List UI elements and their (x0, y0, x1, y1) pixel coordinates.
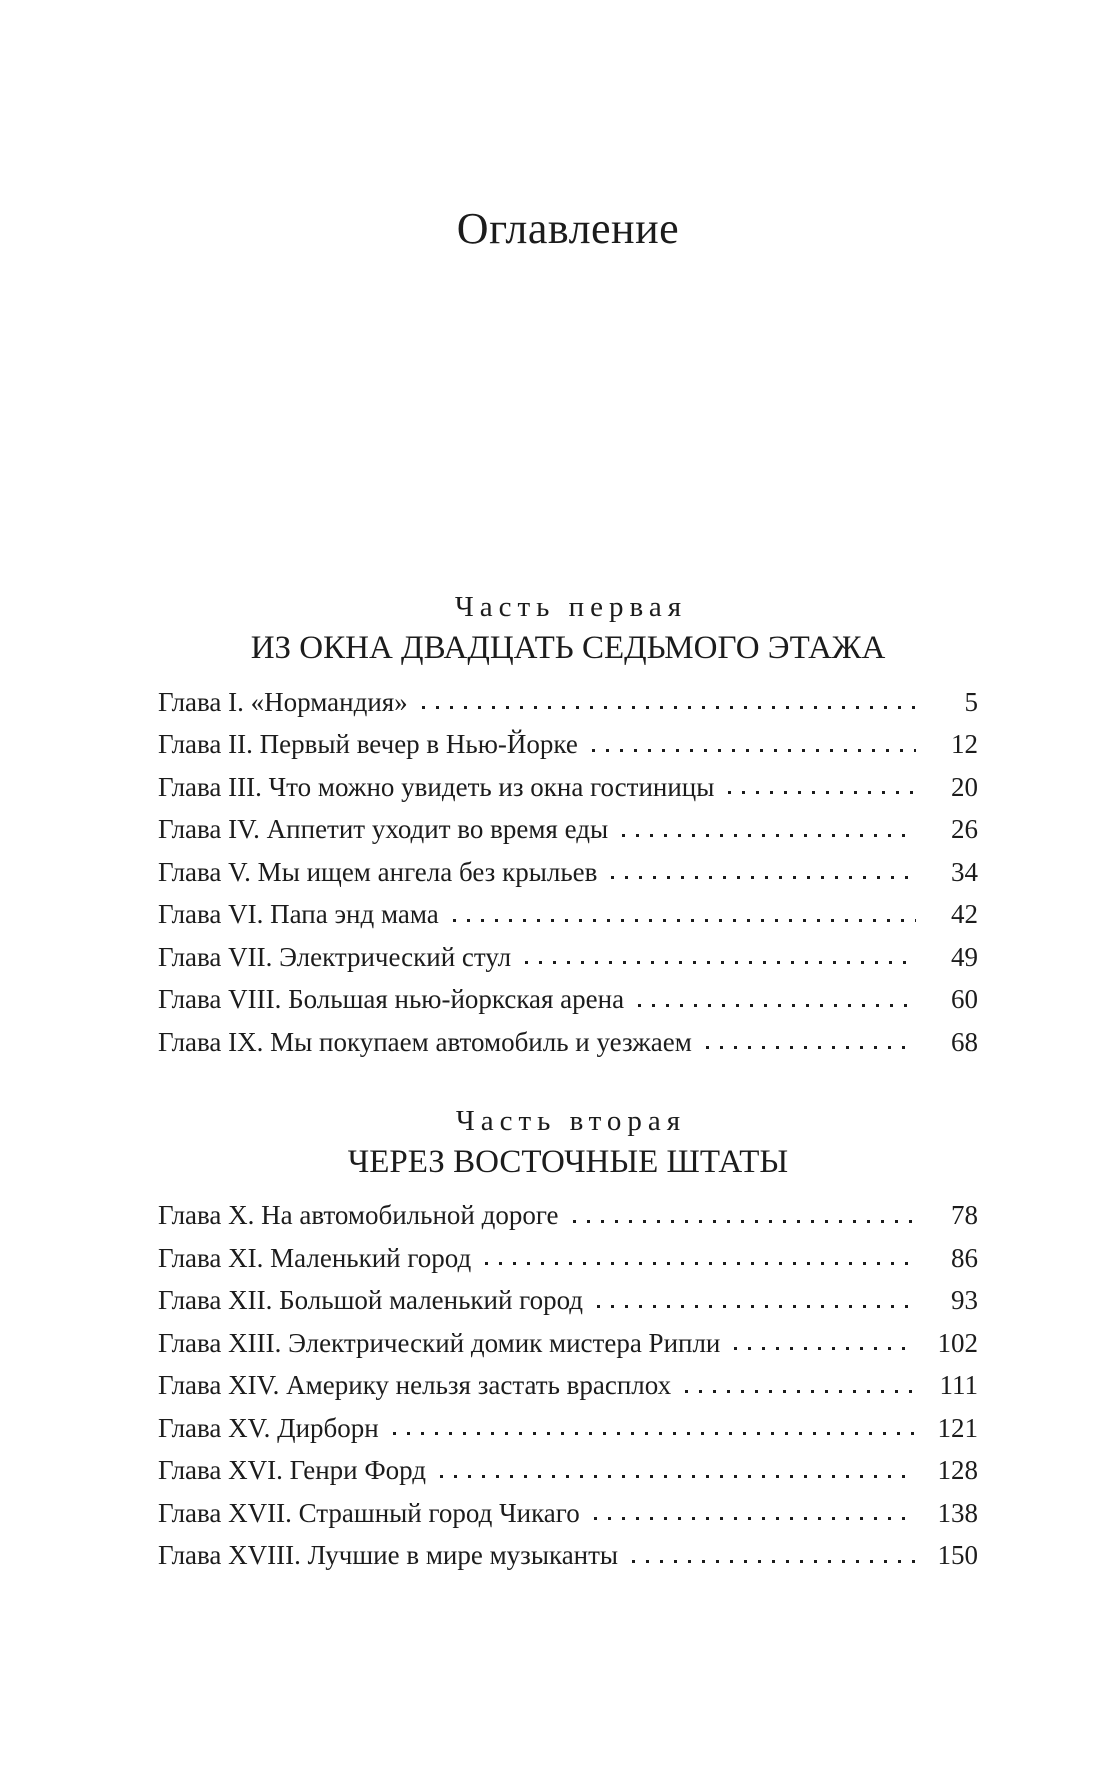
toc-entry-row (158, 1364, 978, 1407)
toc-entry-label: Глава VI. Папа энд мама (158, 899, 439, 930)
toc-entry-list (158, 1194, 978, 1577)
toc-entry-page: 12 (951, 729, 978, 760)
toc-entry-page: 128 (937, 1455, 978, 1486)
toc-entry-label: Глава XVII. Страшный город Чикаго (158, 1497, 580, 1528)
toc-entry-row (158, 1449, 978, 1492)
toc-entry-page: 60 (951, 984, 978, 1015)
toc-entry-row (158, 1021, 978, 1064)
toc-entry-page: 111 (939, 1370, 978, 1401)
toc-entry-label: Глава XI. Маленький город (158, 1242, 472, 1273)
toc-entry-row (158, 723, 978, 766)
toc-leader-dots (393, 1432, 916, 1435)
toc-leader-dots (573, 1220, 916, 1223)
toc-entry-page: 20 (951, 771, 978, 802)
toc-leader-dots (525, 961, 916, 964)
toc-entry-page: 93 (951, 1285, 978, 1316)
toc-entry-label: Глава IV. Аппетит уходит во время еды (158, 814, 609, 845)
page-title: Оглавление (456, 204, 680, 253)
toc-entry-label: Глава V. Мы ищем ангела без крыльев (158, 856, 598, 887)
toc-leader-dots (594, 1517, 916, 1520)
toc-entry-row (158, 681, 978, 724)
toc-section (158, 1104, 978, 1577)
toc-entry-page: 49 (951, 941, 978, 972)
toc-entry-label: Глава I. «Нормандия» (158, 686, 408, 717)
toc-entry-label: Глава XVI. Генри Форд (158, 1455, 427, 1486)
toc-leader-dots (453, 919, 916, 922)
toc-entry-label: Глава VIII. Большая нью-йоркская арена (158, 984, 625, 1015)
toc-entry-row (158, 978, 978, 1021)
toc-entry-row (158, 1492, 978, 1535)
toc-entry-row (158, 1534, 978, 1577)
toc-entry-page: 138 (937, 1497, 978, 1528)
toc-leader-dots (422, 706, 916, 709)
toc-entry-row (158, 851, 978, 894)
toc-leader-dots (685, 1390, 916, 1393)
toc-entry-page: 86 (951, 1242, 978, 1273)
toc-entry-label: Глава XIII. Электрический домик мистера Рипли (158, 1327, 721, 1358)
table-of-contents (158, 206, 978, 1577)
toc-entry-page: 78 (951, 1200, 978, 1231)
toc-leader-dots (611, 876, 916, 879)
toc-leader-dots (597, 1305, 916, 1308)
part-title: ЧЕРЕЗ ВОСТОЧНЫЕ ШТАТЫ (347, 1143, 789, 1180)
toc-sections (158, 590, 978, 1577)
toc-entry-label: Глава IX. Мы покупаем автомобиль и уезжаем (158, 1026, 692, 1057)
toc-entry-row (158, 808, 978, 851)
toc-leader-dots (632, 1560, 916, 1563)
toc-entry-label: Глава X. На автомобильной дороге (158, 1200, 559, 1231)
toc-leader-dots (728, 791, 916, 794)
toc-entry-page: 102 (937, 1327, 978, 1358)
toc-entry-label: Глава XII. Большой маленький город (158, 1285, 584, 1316)
toc-leader-dots (440, 1475, 916, 1478)
toc-entry-label: Глава XIV. Америку нельзя застать врасплох (158, 1370, 672, 1401)
toc-entry-page: 68 (951, 1026, 978, 1057)
toc-entry-label: Глава II. Первый вечер в Нью-Йорке (158, 729, 578, 760)
toc-entry-page: 150 (937, 1540, 978, 1571)
toc-entry-row (158, 1194, 978, 1237)
toc-entry-page: 34 (951, 856, 978, 887)
toc-entry-row (158, 766, 978, 809)
toc-leader-dots (706, 1046, 916, 1049)
part-title: ИЗ ОКНА ДВАДЦАТЬ СЕДЬМОГО ЭТАЖА (250, 629, 886, 666)
toc-entry-label: Глава XV. Дирборн (158, 1412, 379, 1443)
toc-leader-dots (592, 749, 916, 752)
toc-entry-page: 26 (951, 814, 978, 845)
toc-entry-label: Глава VII. Электрический стул (158, 941, 512, 972)
toc-entry-row (158, 1407, 978, 1450)
toc-leader-dots (734, 1347, 916, 1350)
toc-leader-dots (485, 1262, 916, 1265)
toc-entry-row (158, 936, 978, 979)
toc-entry-row (158, 1322, 978, 1365)
toc-entry-row (158, 893, 978, 936)
toc-entry-page: 42 (951, 899, 978, 930)
toc-leader-dots (638, 1004, 916, 1007)
toc-entry-row (158, 1237, 978, 1280)
toc-entry-label: Глава III. Что можно увидеть из окна гостиницы (158, 771, 715, 802)
toc-entry-page: 121 (937, 1412, 978, 1443)
toc-entry-list (158, 681, 978, 1064)
part-label: Часть первая (454, 591, 688, 624)
toc-entry-page: 5 (964, 686, 978, 717)
toc-entry-label: Глава XVIII. Лучшие в мире музыканты (158, 1540, 619, 1571)
toc-leader-dots (622, 834, 916, 837)
toc-section (158, 590, 978, 1063)
part-label: Часть вторая (455, 1105, 687, 1138)
toc-entry-row (158, 1279, 978, 1322)
